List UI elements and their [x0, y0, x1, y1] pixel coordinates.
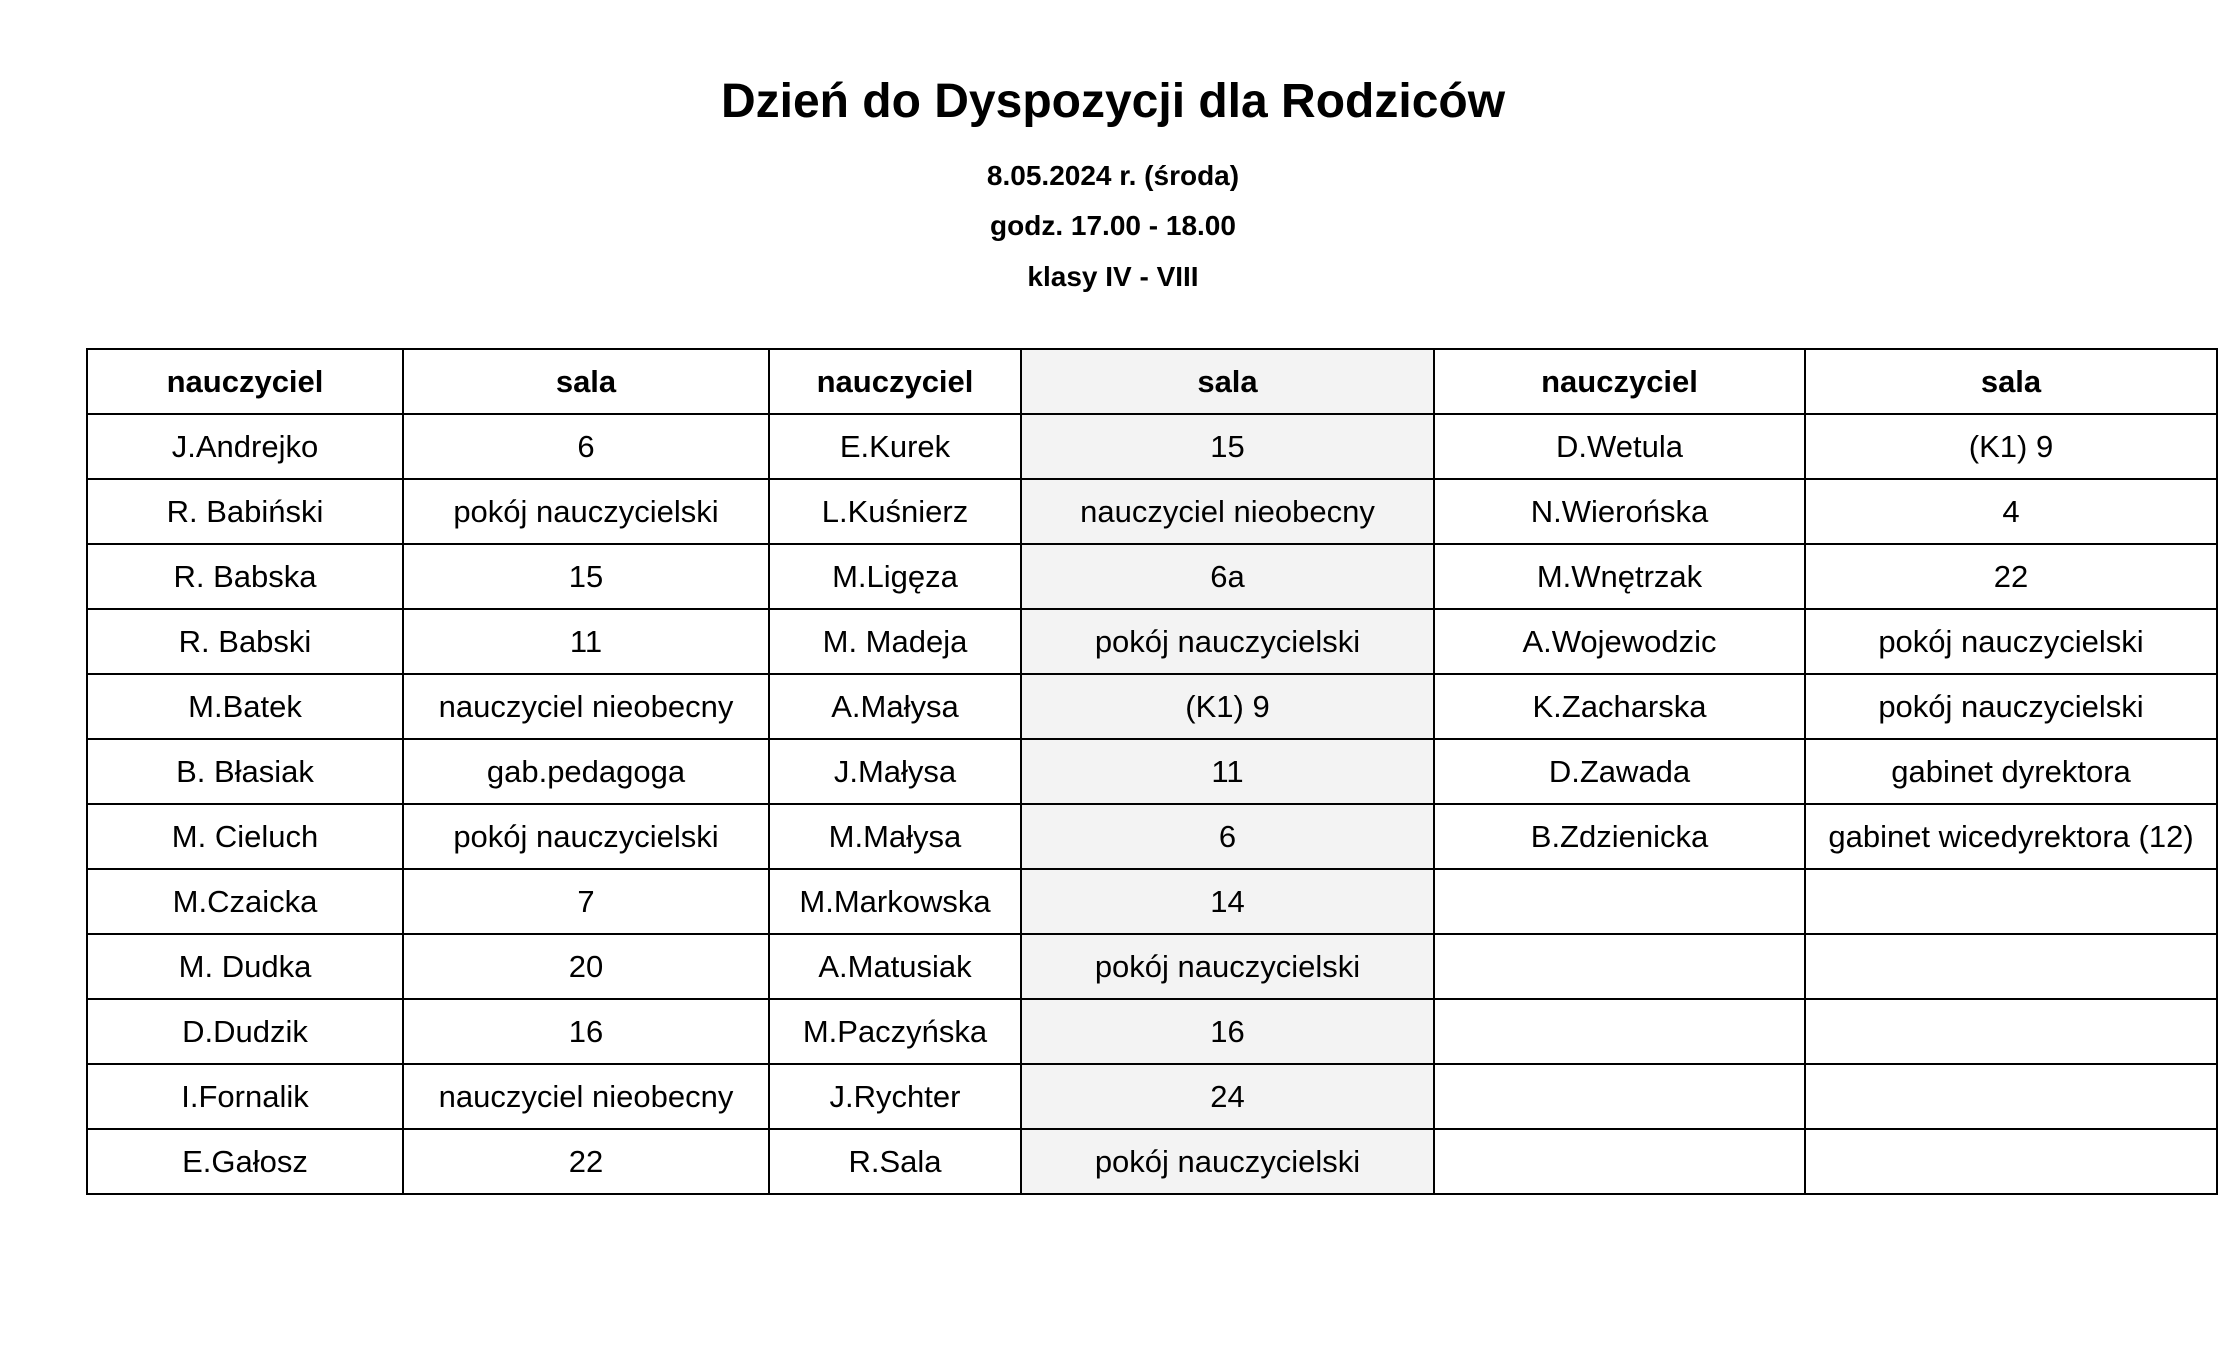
room-cell: [1805, 869, 2217, 934]
teacher-cell: R. Babiński: [87, 479, 403, 544]
room-cell: gab.pedagoga: [403, 739, 769, 804]
room-cell: 6: [403, 414, 769, 479]
room-cell: pokój nauczycielski: [1805, 609, 2217, 674]
page-title: Dzień do Dyspozycji dla Rodziców: [720, 75, 1506, 128]
table-body: [87, 414, 2217, 1194]
table-row: [87, 674, 2217, 739]
teacher-cell: R.Sala: [769, 1129, 1021, 1194]
room-cell: pokój nauczycielski: [1021, 609, 1434, 674]
column-header-room: sala: [1021, 349, 1434, 414]
table-row: [87, 1129, 2217, 1194]
room-cell: 7: [403, 869, 769, 934]
room-cell: 24: [1021, 1064, 1434, 1129]
teacher-cell: E.Gałosz: [87, 1129, 403, 1194]
teacher-cell: D.Zawada: [1434, 739, 1805, 804]
event-time: godz. 17.00 - 18.00: [990, 210, 1236, 241]
table-row: [87, 609, 2217, 674]
room-cell: 16: [1021, 999, 1434, 1064]
teacher-cell: M.Wnętrzak: [1434, 544, 1805, 609]
room-cell: 15: [403, 544, 769, 609]
teacher-cell: [1434, 869, 1805, 934]
teacher-cell: M.Czaicka: [87, 869, 403, 934]
table-row: [87, 544, 2217, 609]
teacher-cell: L.Kuśnierz: [769, 479, 1021, 544]
teacher-cell: A.Matusiak: [769, 934, 1021, 999]
teacher-cell: R. Babska: [87, 544, 403, 609]
teacher-cell: N.Wierońska: [1434, 479, 1805, 544]
room-cell: (K1) 9: [1021, 674, 1434, 739]
room-cell: pokój nauczycielski: [1021, 934, 1434, 999]
teacher-cell: D.Dudzik: [87, 999, 403, 1064]
teacher-cell: M. Cieluch: [87, 804, 403, 869]
room-cell: 11: [403, 609, 769, 674]
teacher-cell: M.Małysa: [769, 804, 1021, 869]
room-cell: nauczyciel nieobecny: [403, 674, 769, 739]
teacher-cell: M. Madeja: [769, 609, 1021, 674]
column-header-teacher: nauczyciel: [1434, 349, 1805, 414]
teacher-cell: K.Zacharska: [1434, 674, 1805, 739]
teacher-cell: M. Dudka: [87, 934, 403, 999]
room-cell: gabinet dyrektora: [1805, 739, 2217, 804]
table-header-row: [87, 349, 2217, 414]
teacher-cell: [1434, 1064, 1805, 1129]
table-row: [87, 479, 2217, 544]
teacher-cell: [1434, 999, 1805, 1064]
teacher-cell: I.Fornalik: [87, 1064, 403, 1129]
teacher-cell: J.Małysa: [769, 739, 1021, 804]
room-cell: 6a: [1021, 544, 1434, 609]
room-cell: [1805, 999, 2217, 1064]
table-row: [87, 1064, 2217, 1129]
table-row: [87, 739, 2217, 804]
room-cell: 14: [1021, 869, 1434, 934]
column-header-teacher: nauczyciel: [87, 349, 403, 414]
table-row: [87, 869, 2217, 934]
column-header-teacher: nauczyciel: [769, 349, 1021, 414]
room-cell: 6: [1021, 804, 1434, 869]
room-cell: pokój nauczycielski: [1805, 674, 2217, 739]
teacher-cell: J.Rychter: [769, 1064, 1021, 1129]
teacher-cell: M.Ligęza: [769, 544, 1021, 609]
teacher-cell: D.Wetula: [1434, 414, 1805, 479]
event-classes: klasy IV - VIII: [1027, 261, 1199, 292]
room-cell: [1805, 934, 2217, 999]
column-header-room: sala: [403, 349, 769, 414]
room-cell: 11: [1021, 739, 1434, 804]
teacher-room-table: [86, 348, 2218, 1195]
room-cell: 22: [403, 1129, 769, 1194]
teacher-cell: E.Kurek: [769, 414, 1021, 479]
teacher-cell: B.Zdzienicka: [1434, 804, 1805, 869]
teacher-cell: M.Paczyńska: [769, 999, 1021, 1064]
event-date: 8.05.2024 r. (środa): [986, 160, 1240, 191]
table-row: [87, 934, 2217, 999]
room-cell: pokój nauczycielski: [1021, 1129, 1434, 1194]
room-cell: nauczyciel nieobecny: [403, 1064, 769, 1129]
room-cell: [1805, 1129, 2217, 1194]
teacher-cell: [1434, 934, 1805, 999]
room-cell: pokój nauczycielski: [403, 804, 769, 869]
room-cell: gabinet wicedyrektora (12): [1805, 804, 2217, 869]
teacher-cell: B. Błasiak: [87, 739, 403, 804]
table-row: [87, 414, 2217, 479]
room-cell: [1805, 1064, 2217, 1129]
room-cell: 22: [1805, 544, 2217, 609]
teacher-cell: A.Wojewodzic: [1434, 609, 1805, 674]
room-cell: pokój nauczycielski: [403, 479, 769, 544]
table-row: [87, 804, 2217, 869]
room-cell: (K1) 9: [1805, 414, 2217, 479]
room-cell: nauczyciel nieobecny: [1021, 479, 1434, 544]
room-cell: 15: [1021, 414, 1434, 479]
room-cell: 20: [403, 934, 769, 999]
room-cell: 4: [1805, 479, 2217, 544]
teacher-cell: J.Andrejko: [87, 414, 403, 479]
column-header-room: sala: [1805, 349, 2217, 414]
teacher-cell: M.Markowska: [769, 869, 1021, 934]
teacher-cell: M.Batek: [87, 674, 403, 739]
teacher-cell: A.Małysa: [769, 674, 1021, 739]
room-cell: 16: [403, 999, 769, 1064]
teacher-cell: R. Babski: [87, 609, 403, 674]
table-row: [87, 999, 2217, 1064]
teacher-cell: [1434, 1129, 1805, 1194]
